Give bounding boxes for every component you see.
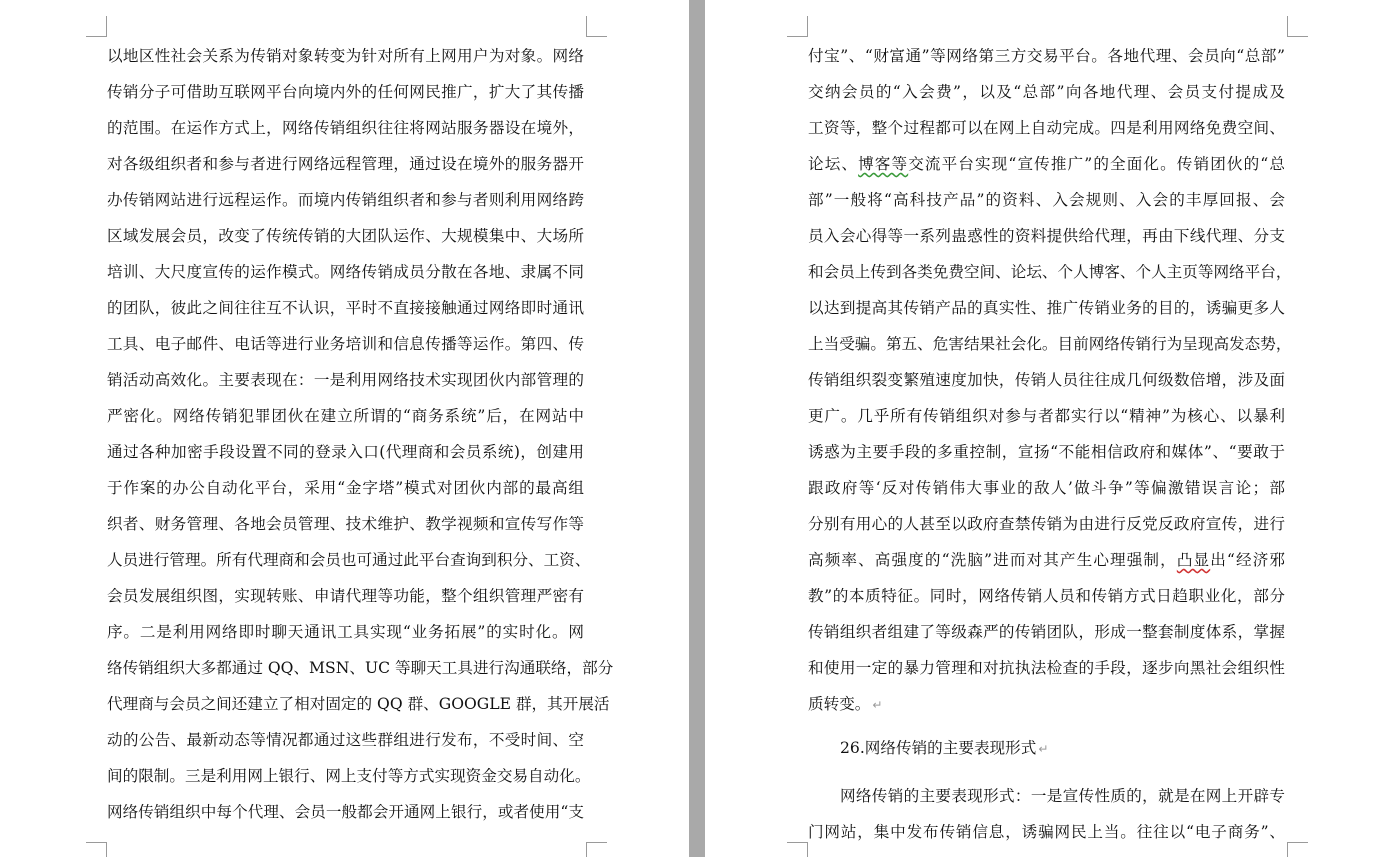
- text-line: 织者、财务管理、各地会员管理、技术维护、教学视频和宣传写作等: [107, 515, 584, 533]
- section-heading-text: 26.网络传销的主要表现形式: [840, 739, 1037, 757]
- text-line: 人员进行管理。所有代理商和会员也可通过此平台查询到积分、工资、: [107, 551, 591, 569]
- text-line: 办传销网站进行远程运作。而境内传销组织者和参与者则利用网络跨: [107, 191, 584, 209]
- text-line: 会员发展组织图，实现转账、申请代理等功能，整个组织管理严密有: [107, 587, 584, 605]
- crop-mark-top-left: [787, 16, 808, 37]
- text-line: 论坛、博客等交流平台实现“宣传推广”的全面化。传销团伙的“总: [808, 155, 1285, 173]
- text-line: 分别有用心的人甚至以政府查禁传销为由进行反党反政府宣传，进行: [808, 515, 1285, 533]
- text-line: 教”的本质特征。同时，网络传销人员和传销方式日趋职业化，部分: [808, 587, 1285, 605]
- text-line: 交纳会员的“入会费”，以及“总部”向各地代理、会员支付提成及: [808, 83, 1285, 101]
- text-line: 以达到提高其传销产品的真实性、推广传销业务的目的，诱骗更多人: [808, 299, 1285, 317]
- crop-mark-bottom-left: [86, 842, 107, 857]
- text-line: 高频率、高强度的“洗脑”进而对其产生心理强制，凸显出“经济邪: [808, 551, 1285, 569]
- text-line: 员入会心得等一系列蛊惑性的资料提供给代理，再由下线代理、分支: [808, 227, 1285, 245]
- crop-mark-bottom-left: [787, 842, 808, 857]
- text-line: 和使用一定的暴力管理和对抗执法检查的手段，逐步向黑社会组织性: [808, 659, 1285, 677]
- text-line: 以地区性社会关系为传销对象转变为针对所有上网用户为对象。网络: [107, 47, 584, 65]
- text-line: 动的公告、最新动态等情况都通过这些群组进行发布，不受时间、空: [107, 731, 584, 749]
- crop-mark-bottom-right: [586, 842, 607, 857]
- paragraph-mark: ↵: [1038, 742, 1049, 756]
- text-line: 的范围。在运作方式上，网络传销组织往往将网站服务器设在境外，: [107, 119, 584, 137]
- text-line: 上当受骗。第五、危害结果社会化。目前网络传销行为呈现高发态势，: [808, 335, 1292, 353]
- text-line: 诱惑为主要手段的多重控制，宣扬“不能相信政府和媒体”、“要敢于: [808, 443, 1285, 461]
- text-line: 付宝”、“财富通”等网络第三方交易平台。各地代理、会员向“总部”: [808, 47, 1285, 65]
- text-line: 跟政府等‘反对传销伟大事业的敌人’做斗争”等偏激错误言论；部: [808, 479, 1285, 497]
- paragraph-line: 网络传销的主要表现形式：一是宣传性质的，就是在网上开辟专: [840, 787, 1285, 805]
- spellcheck-mark: 博客等: [858, 155, 909, 173]
- text-line: 的团队，彼此之间往往互不认识，平时不直接接触通过网络即时通讯: [107, 299, 584, 317]
- text-line: 于作案的办公自动化平台，采用“金字塔”模式对团伙内部的最高组: [107, 479, 584, 497]
- text-line: 通过各种加密手段设置不同的登录入口(代理商和会员系统)，创建用: [107, 443, 584, 461]
- text-line: 工资等，整个过程都可以在网上自动完成。四是利用网络免费空间、: [808, 119, 1285, 137]
- crop-mark-top-right: [586, 16, 607, 37]
- text-line: 部”一般将“高科技产品”的资料、入会规则、入会的丰厚回报、会: [808, 191, 1285, 209]
- document-page-left: [0, 0, 689, 857]
- text-line: 络传销组织大多都通过 QQ、MSN、UC 等聊天工具进行沟通联络，部分: [107, 659, 614, 677]
- page-gutter: [689, 0, 705, 857]
- paragraph-mark: ↵: [872, 698, 883, 712]
- document-page-right: [705, 0, 1391, 857]
- section-heading: [840, 738, 1048, 759]
- paragraph-line: 门网站，集中发布传销信息，诱骗网民上当。往往以“电子商务”、: [808, 823, 1285, 841]
- text-line: 培训、大尺度宣传的运作模式。网络传销成员分散在各地、隶属不同: [107, 263, 584, 281]
- text-line: 质转变。 ↵: [808, 695, 883, 713]
- text-line: 对各级组织者和参与者进行网络远程管理，通过设在境外的服务器开: [107, 155, 584, 173]
- text-line: 工具、电子邮件、电话等进行业务培训和信息传播等运作。第四、传: [107, 335, 584, 353]
- text-line: 传销组织裂变繁殖速度加快，传销人员往往成几何级数倍增，涉及面: [808, 371, 1285, 389]
- crop-mark-top-left: [86, 16, 107, 37]
- text-line: 严密化。网络传销犯罪团伙在建立所谓的“商务系统”后，在网站中: [107, 407, 584, 425]
- text-line: 和会员上传到各类免费空间、论坛、个人博客、个人主页等网络平台，: [808, 263, 1292, 281]
- text-line: 传销组织者组建了等级森严的传销团队，形成一整套制度体系，掌握: [808, 623, 1285, 641]
- text-line: 代理商与会员之间还建立了相对固定的 QQ 群、GOOGLE 群，其开展活: [107, 695, 610, 713]
- text-line: 网络传销组织中每个代理、会员一般都会开通网上银行，或者使用“支: [107, 803, 584, 821]
- spellcheck-mark: 凸显: [1176, 551, 1211, 569]
- crop-mark-bottom-right: [1287, 842, 1308, 857]
- text-line: 销活动高效化。主要表现在：一是利用网络技术实现团伙内部管理的: [107, 371, 584, 389]
- text-line: 区域发展会员，改变了传统传销的大团队运作、大规模集中、大场所: [107, 227, 584, 245]
- crop-mark-top-right: [1287, 16, 1308, 37]
- text-line: 间的限制。三是利用网上银行、网上支付等方式实现资金交易自动化。: [107, 767, 591, 785]
- text-line: 更广。几乎所有传销组织对参与者都实行以“精神”为核心、以暴利: [808, 407, 1285, 425]
- text-line: 传销分子可借助互联网平台向境内外的任何网民推广，扩大了其传播: [107, 83, 584, 101]
- text-line: 序。二是利用网络即时聊天通讯工具实现“业务拓展”的实时化。网: [107, 623, 584, 641]
